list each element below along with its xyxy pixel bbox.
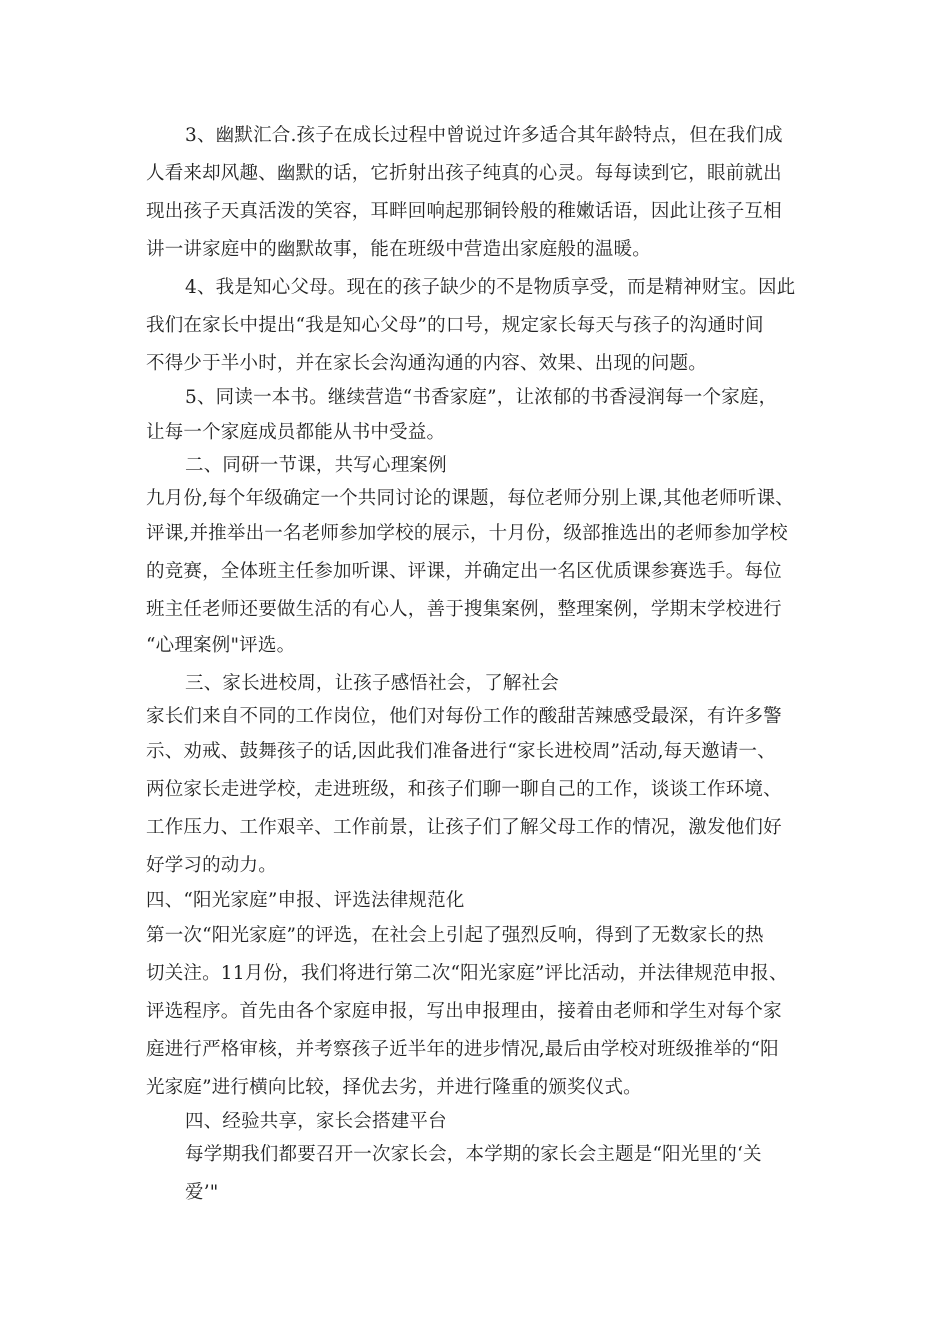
paragraph-line: 家长们来自不同的工作岗位，他们对每份工作的酸甜苦辣感受最深，有许多警 — [146, 706, 782, 727]
paragraph-line: 我们在家长中提出“我是知心父母”的口号，规定家长每天与孩子的沟通时间 — [146, 315, 764, 336]
paragraph-line: 第一次“阳光家庭”的评选，在社会上引起了强烈反响，得到了无数家长的热 — [146, 925, 764, 946]
paragraph-line: 4、我是知心父母。现在的孩子缺少的不是物质享受，而是精神财宝。因此 — [185, 277, 796, 298]
paragraph-line: 不得少于半小时，并在家长会沟通沟通的内容、效果、出现的问题。 — [146, 353, 708, 374]
paragraph-line: 爱’" — [185, 1182, 219, 1203]
paragraph-line: 让每一个家庭成员都能从书中受益。 — [146, 422, 446, 443]
paragraph-line: 3、幽默汇合.孩子在成长过程中曾说过许多适合其年龄特点，但在我们成 — [185, 125, 783, 146]
paragraph-line: 讲一讲家庭中的幽默故事，能在班级中营造出家庭般的温暖。 — [146, 239, 651, 260]
section-heading: 二、同研一节课，共写心理案例 — [185, 455, 447, 476]
paragraph-line: 评选程序。首先由各个家庭申报，写出申报理由，接着由老师和学生对每个家 — [146, 1001, 782, 1022]
paragraph-line: 九月份,每个年级确定一个共同讨论的课题，每位老师分别上课,其他老师听课、 — [146, 488, 794, 509]
paragraph-line: 人看来却风趣、幽默的话，它折射出孩子纯真的心灵。每每读到它，眼前就出 — [146, 163, 782, 184]
paragraph-line: 5、同读一本书。继续营造“书香家庭”，让浓郁的书香浸润每一个家庭， — [185, 387, 778, 408]
paragraph-line: 庭进行严格审核，并考察孩子近半年的进步情况,最后由学校对班级推举的“阳 — [146, 1039, 779, 1060]
paragraph-line: 班主任老师还要做生活的有心人，善于搜集案例，整理案例，学期末学校进行 — [146, 599, 782, 620]
paragraph-line: 现出孩子天真活泼的笑容，耳畔回响起那铜铃般的稚嫩话语，因此让孩子互相 — [146, 201, 782, 222]
paragraph-line: 每学期我们都要召开一次家长会，本学期的家长会主题是“阳光里的‘关 — [185, 1144, 762, 1165]
section-heading: 四、“阳光家庭”申报、评选法律规范化 — [146, 890, 465, 911]
paragraph-line: 评课,并推举出一名老师参加学校的展示，十月份，级部推选出的老师参加学校 — [146, 523, 788, 544]
paragraph-line: 好学习的动力。 — [146, 855, 277, 876]
paragraph-line: 示、劝戒、鼓舞孩子的话,因此我们准备进行“家长进校周”活动,每天邀请一、 — [146, 741, 776, 762]
paragraph-line: 两位家长走进学校，走进班级，和孩子们聊一聊自己的工作，谈谈工作环境、 — [146, 779, 782, 800]
section-heading: 三、家长进校周，让孩子感悟社会，了解社会 — [185, 673, 560, 694]
paragraph-line: 的竞赛，全体班主任参加听课、评课，并确定出一名区优质课参赛选手。每位 — [146, 561, 782, 582]
paragraph-line: “心理案例"评选。 — [146, 635, 296, 656]
paragraph-line: 切关注。11月份，我们将进行第二次“阳光家庭”评比活动，并法律规范申报、 — [146, 963, 788, 984]
paragraph-line: 工作压力、工作艰辛、工作前景，让孩子们了解父母工作的情况，激发他们好 — [146, 817, 782, 838]
section-heading: 四、经验共享，家长会搭建平台 — [185, 1111, 447, 1132]
paragraph-line: 光家庭”进行横向比较，择优去劣，并进行隆重的颁奖仪式。 — [146, 1077, 642, 1098]
